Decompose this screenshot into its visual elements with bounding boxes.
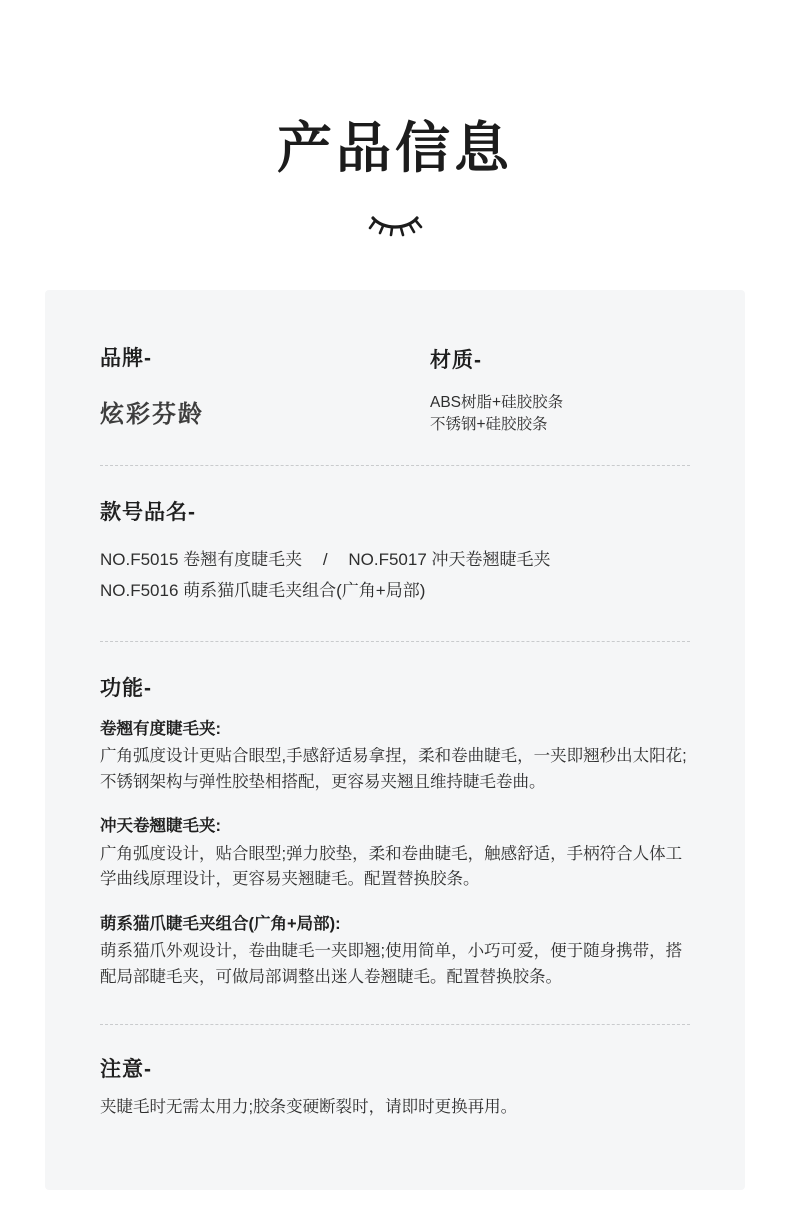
model-label: 款号品名- [100,500,196,524]
brand-value: 炫彩芬龄 [100,401,204,428]
material-label: 材质- [430,349,482,372]
brand-material-section [100,290,690,465]
function-item-title: 冲天卷翘睫毛夹: [100,817,221,836]
function-item-text: 广角弧度设计，贴合眼型;弹力胶垫，柔和卷曲睫毛，触感舒适，手柄符合人体工学曲线原理设计，更容易夹翘睫毛。配置替换胶条。 [100,844,683,889]
model-code-f5017: NO.F5017 冲天卷翘睫毛夹 [348,549,551,569]
page-header [0,0,790,241]
function-item-text: 广角弧度设计更贴合眼型,手感舒适易拿捏，柔和卷曲睫毛，一夹即翘秒出太阳花;不锈钢架构与弹性胶垫相搭配，更容易夹翘且维持睫毛卷曲。 [100,747,687,791]
model-separator: / [322,549,328,569]
eyelash-icon [0,207,790,241]
function-section [100,642,690,1025]
function-item [100,911,690,991]
model-line-1 [100,544,690,575]
function-item [100,813,690,893]
function-item [100,716,690,796]
notice-label: 注意- [100,1058,152,1082]
model-line-2: NO.F5016 萌系猫爪睫毛夹组合(广角+局部) [100,581,426,601]
function-item-title: 萌系猫爪睫毛夹组合(广角+局部): [100,914,341,933]
notice-text: 夹睫毛时无需太用力;胶条变硬断裂时，请即时更换再用。 [100,1098,518,1117]
brand-block [100,342,430,437]
model-code-f5015: NO.F5015 卷翘有度睫毛夹 [100,549,303,569]
model-section [100,466,690,641]
material-block [430,342,690,437]
material-value-list [430,392,690,437]
notice-section [100,1025,690,1121]
material-value-line: ABS树脂+硅胶胶条 [430,394,564,411]
page-title: 产品信息 [276,117,513,179]
material-value-line: 不锈钢+硅胶胶条 [430,416,548,434]
info-card [45,290,745,1190]
function-item-text: 萌系猫爪外观设计，卷曲睫毛一夹即翘;使用简单，小巧可爱，便于随身携带，搭配局部睫毛夹，可做局部调整出迷人卷翘睫毛。配置替换胶条。 [100,942,683,986]
function-item-title: 卷翘有度睫毛夹: [100,719,221,738]
function-label: 功能- [100,676,152,700]
brand-label: 品牌- [100,347,152,370]
